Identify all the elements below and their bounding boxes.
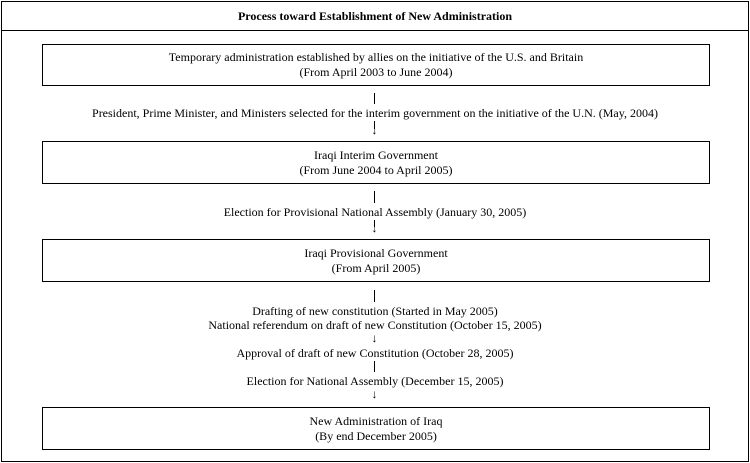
box-interim-government (42, 141, 710, 184)
down-arrow-icon: ↓ (371, 123, 378, 137)
diagram-title: Process toward Establishment of New Administration (2, 2, 748, 31)
step-provisional-assembly-election: Election for Provisional National Assembly (January 30, 2005) (223, 205, 527, 219)
step-interim-selection: President, Prime Minister, and Ministers selected for the interim government on the initiative of the U.N. (May, 2004) (92, 106, 658, 120)
connector-line (374, 93, 375, 104)
connector-line (374, 290, 375, 302)
box-provisional-government (42, 239, 710, 282)
step-national-assembly-election: Election for National Assembly (December 15, 2005) (246, 374, 504, 388)
box-new-administration-label: New Administration of Iraq (309, 413, 443, 428)
connector-line (374, 361, 375, 372)
connector-line (374, 191, 375, 203)
box-temporary-administration-label: Temporary administration established by allies on the initiative of the U.S. and Britain (168, 50, 584, 64)
box-provisional-government-period: (From April 2005) (331, 260, 421, 275)
box-temporary-administration-period: (From April 2003 to June 2004) (299, 65, 453, 79)
step-constitution-approval: Approval of draft of new Constitution (October 28, 2005) (236, 346, 514, 360)
box-new-administration-period: (By end December 2005) (315, 428, 437, 443)
box-provisional-government-label: Iraqi Provisional Government (304, 245, 448, 260)
down-arrow-icon: ↓ (371, 387, 378, 401)
down-arrow-icon: ↓ (371, 331, 378, 345)
step-national-referendum: National referendum on draft of new Constitution (October 15, 2005) (208, 318, 542, 332)
box-new-administration (42, 407, 710, 450)
step-constitution-drafting: Drafting of new constitution (Started in May 2005) (252, 304, 498, 318)
box-temporary-administration (42, 44, 710, 86)
box-interim-government-period: (From June 2004 to April 2005) (299, 162, 453, 177)
diagram-frame (1, 1, 749, 462)
down-arrow-icon: ↓ (371, 221, 378, 235)
box-interim-government-label: Iraqi Interim Government (314, 147, 438, 162)
